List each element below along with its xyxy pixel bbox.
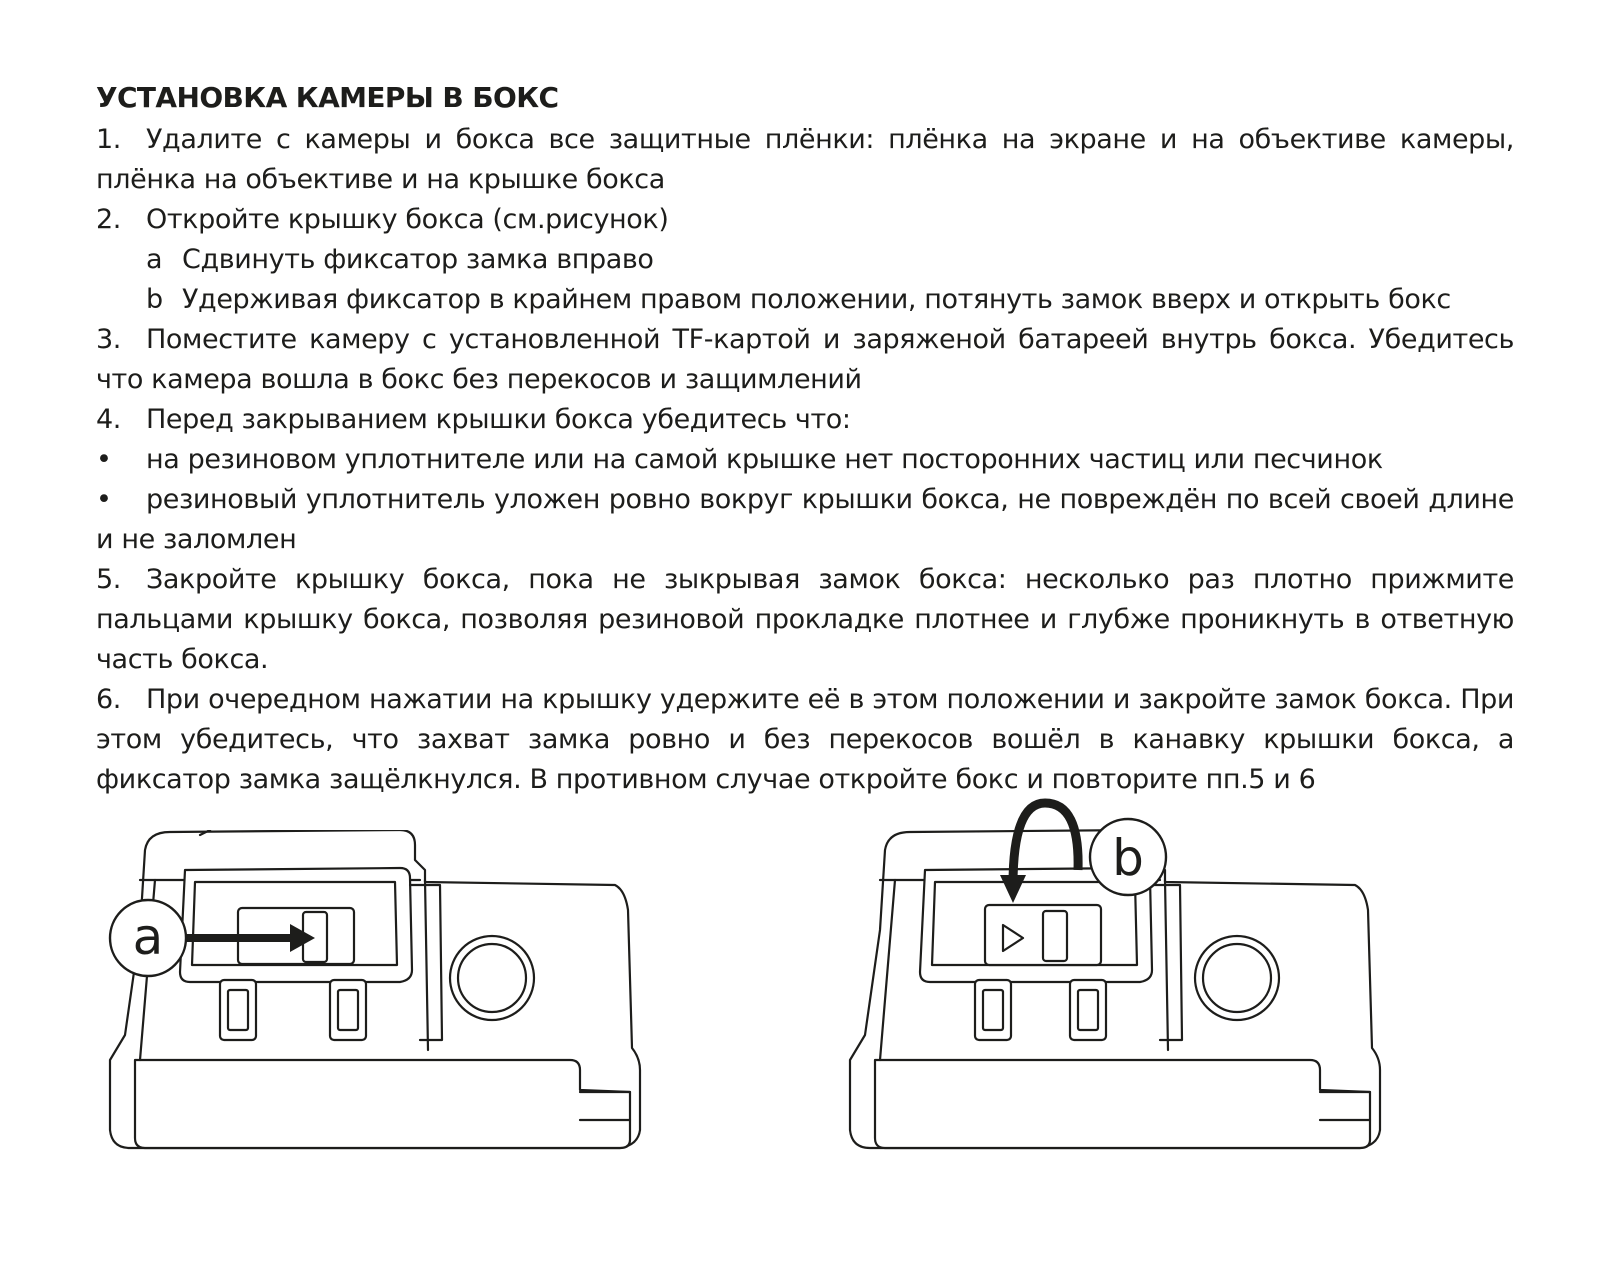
step-6 [96,680,1514,800]
substep-letter: a [146,244,163,275]
substep-text: Сдвинуть фиксатор замка вправо [182,244,654,275]
bullet-text: резиновый уплотнитель уложен ровно вокруг крышки бокса, не повреждён по всей своей длине и не заломлен [96,484,1514,555]
camera-box-illustration [110,830,640,1148]
step-5 [96,560,1514,680]
bullet-symbol: • [96,484,112,515]
step-number: 5. [96,564,121,595]
label-a: a [132,908,164,966]
substep-b [96,280,1514,320]
step-text: Поместите камеру с установленной TF-картой и заряженой батареей внутрь бокса. Убедитесь что камера вошла в бокс без перекосов и защимлений [96,324,1514,395]
bullet-item [96,440,1514,480]
step-number: 3. [96,324,121,355]
step-number: 2. [96,204,121,235]
bullet-item [96,480,1514,560]
step-2 [96,200,1514,240]
figure-slide-latch [100,830,660,1150]
instructions-document [96,76,1514,800]
step-text: Перед закрыванием крышки бокса убедитесь что: [146,404,851,435]
step-text: Закройте крышку бокса, пока не зыкрывая замок бокса: несколько раз плотно прижмите пальцами крышку бокса, позволяя резиновой прокладке плотнее и глубже проникнуть в ответную часть бокса. [96,564,1514,675]
step-1 [96,120,1514,200]
figure-open-latch [845,795,1405,1150]
bullet-symbol: • [96,444,112,475]
step-number: 1. [96,124,121,155]
step-number: 6. [96,684,121,715]
step-text: Откройте крышку бокса (см.рисунок) [146,204,669,235]
substep-letter: b [146,284,163,315]
step-text: Удалите с камеры и бокса все защитные плёнки: плёнка на экране и на объективе камеры, плёнка на объективе и на крышке бокса [96,124,1514,195]
label-b-badge [1090,819,1166,895]
document-title: УСТАНОВКА КАМЕРЫ В БОКС [96,81,559,114]
label-a-badge [110,900,186,976]
step-text: При очередном нажатии на крышку удержите её в этом положении и закройте замок бокса. При этом убедитесь, что захват замка ровно и без перекосов вошёл в канавку крышки бокса, а фиксатор замка защёлкнулся. В противном случае откройте бокс и повторите пп.5 и 6 [96,684,1514,795]
step-3 [96,320,1514,400]
step-4 [96,400,1514,440]
label-b: b [1112,829,1144,887]
substep-text: Удерживая фиксатор в крайнем правом положении, потянуть замок вверх и открыть бокс [182,284,1451,315]
bullet-text: на резиновом уплотнителе или на самой крышке нет посторонних частиц или песчинок [146,444,1383,475]
step-number: 4. [96,404,121,435]
substep-a [96,240,1514,280]
